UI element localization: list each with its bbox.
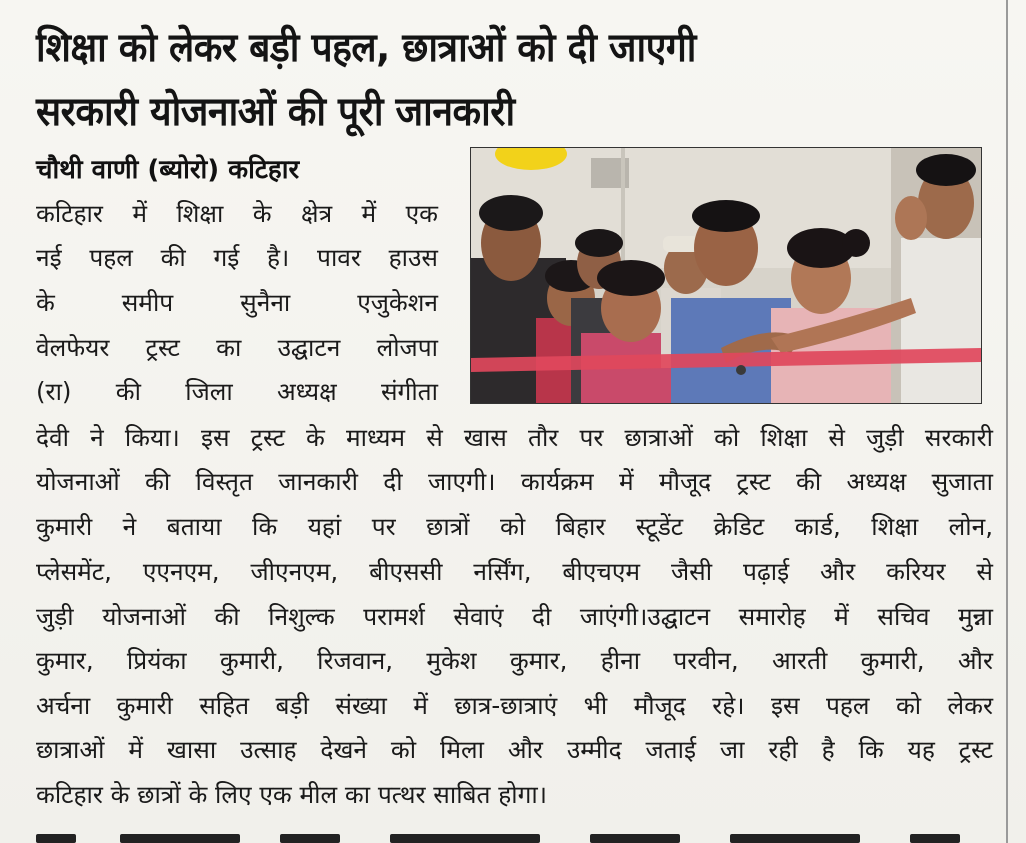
body-line: वेलफेयर ट्रस्ट का उद्घाटन लोजपा [36,333,438,362]
body-line: देवी ने किया। इस ट्रस्ट के माध्यम से खास तौर पर छात्राओं को शिक्षा से जुड़ी सरकारी [36,423,993,452]
body-line: प्लेसमेंट, एएनएम, जीएनएम, बीएससी नर्सिंग, बीएचएम जैसी पढ़ाई और करियर से [36,557,993,586]
body-line: जुड़ी योजनाओं की निशुल्क परामर्श सेवाएं दी जाएंगी।उद्घाटन समारोह में सचिव मुन्ना [36,602,993,631]
cropped-next-article-text [30,832,990,843]
body-line: छात्राओं में खासा उत्साह देखने को मिला और उम्मीद जताई जा रही है कि यह ट्रस्ट [36,735,993,764]
column-divider [1006,0,1008,843]
article-headline [36,16,910,144]
body-line: योजनाओं की विस्तृत जानकारी दी जाएगी। कार्यक्रम में मौजूद ट्रस्ट की अध्यक्ष सुजाता [36,467,993,496]
headline-line-1: शिक्षा को लेकर बड़ी पहल, छात्राओं को दी जाएगी [36,25,696,71]
body-line: अर्चना कुमारी सहित बड़ी संख्या में छात्र-छात्राएं भी मौजूद रहे। इस पहल को लेकर [36,691,993,720]
body-line: के समीप सुनैना एजुकेशन [36,288,438,317]
body-line: नई पहल की गई है। पावर हाउस [36,243,438,272]
body-line: कटिहार में शिक्षा के क्षेत्र में एक [36,199,438,228]
body-line: कटिहार के छात्रों के लिए एक मील का पत्थर साबित होगा। [36,780,548,809]
article-dateline: चौथी वाणी (ब्योरो) कटिहार [36,155,300,185]
inauguration-photo [470,147,982,404]
photo-illustration [471,148,981,403]
body-line: कुमार, प्रियंका कुमारी, रिजवान, मुकेश कुमार, हीना परवीन, आरती कुमारी, और [36,646,993,675]
body-line: कुमारी ने बताया कि यहां पर छात्रों को बिहार स्टूडेंट क्रेडिट कार्ड, शिक्षा लोन, [36,512,993,541]
headline-line-2: सरकारी योजनाओं की पूरी जानकारी [36,89,515,135]
body-line: (रा) की जिला अध्यक्ष संगीता [36,377,438,406]
